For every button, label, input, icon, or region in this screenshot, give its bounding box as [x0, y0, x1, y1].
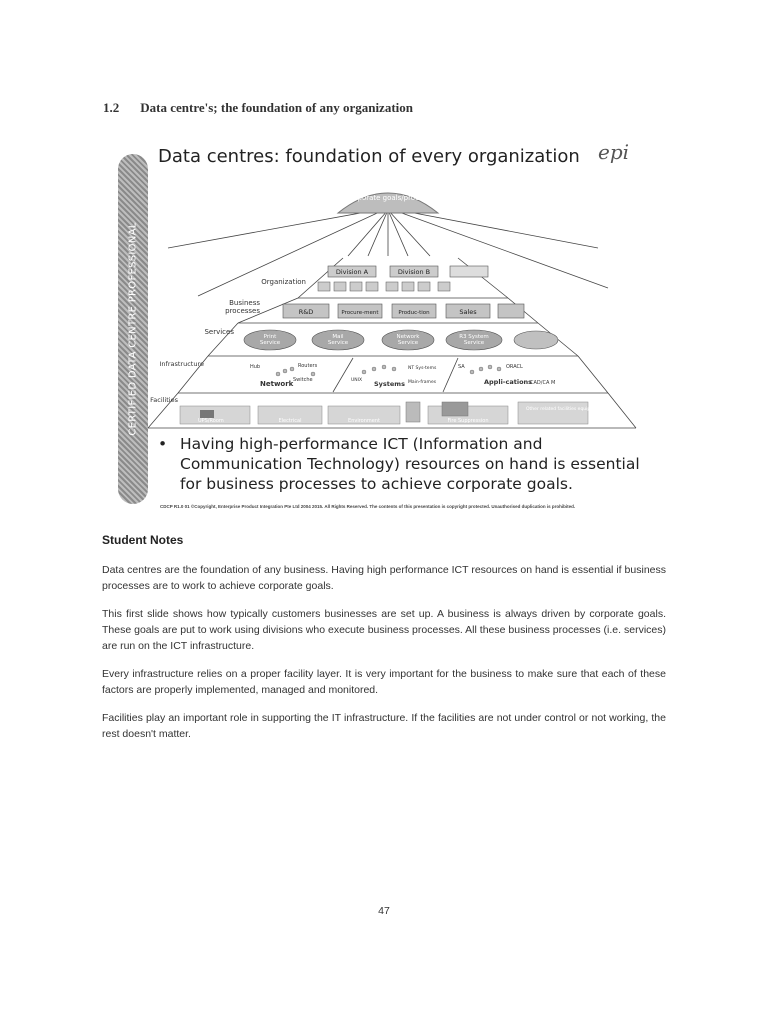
mail-service-label: Mail Service — [327, 334, 349, 346]
slide-image — [118, 140, 648, 515]
facility-cabinet — [406, 402, 420, 422]
notes-heading: Student Notes — [102, 533, 184, 547]
process-procurement-label: Procure-ment — [341, 310, 379, 316]
section-title: Data centre's; the foundation of any organization — [140, 100, 414, 115]
epi-logo — [598, 140, 634, 170]
slide-title: Data centres: foundation of every organization — [158, 146, 580, 167]
notes-paragraph: Every infrastructure relies on a proper facility layer. It is very important for the business to make sure that each of these factors are properly implemented, managed and monitored. — [102, 668, 666, 696]
infra-network-label: Network — [260, 380, 294, 388]
infrastructure-layer — [160, 356, 608, 393]
facility-other-label: Other related facilities equipment — [526, 407, 603, 412]
facility-other — [518, 402, 588, 424]
notes-paragraph: Data centres are the foundation of any business. Having high performance ICT resources on hand is essential if business processes are to work to achieve corporate goals. — [102, 564, 666, 592]
system-nodes — [362, 365, 396, 374]
section-heading — [103, 100, 413, 116]
layer-label-infrastructure: Infrastructure — [159, 360, 204, 368]
network-service-label: Network Service — [396, 334, 420, 346]
services-layer — [204, 323, 578, 356]
facility-environment-label: Environment — [348, 418, 380, 424]
pyramid-diagram — [138, 178, 638, 430]
logo-text: epi — [598, 140, 630, 164]
infra-applications-label: Appli-cations — [484, 378, 533, 386]
business-processes-layer — [225, 298, 538, 323]
division-c-box — [450, 266, 488, 277]
layer-label-organization: Organization — [261, 278, 306, 286]
facility-fire-equipment — [442, 402, 468, 416]
infra-sa-label: SA — [458, 364, 465, 370]
infra-oracl-label: ORACL — [506, 364, 523, 370]
bullet-dot: • — [158, 435, 168, 453]
layer-label-business: Business processes — [225, 299, 260, 315]
r3-service-label: R3 System Service — [459, 334, 489, 346]
infra-cad-label: CAD/CA M — [530, 380, 556, 386]
notes-paragraph: Facilities play an important role in supporting the IT infrastructure. If the facilities are not under control or not working, the rest doesn't matter. — [102, 712, 666, 740]
infra-unix-label: UNIX — [351, 378, 363, 383]
process-production-label: Produc-tion — [398, 310, 430, 316]
facility-fire-label: Fire Suppression — [447, 418, 489, 424]
page-number: 47 — [378, 905, 390, 917]
division-a-label: Division A — [335, 268, 369, 276]
layer-label-services: Services — [204, 328, 234, 336]
extra-service-oval — [514, 331, 558, 349]
infra-routers-label: Routers — [298, 363, 318, 369]
layer-label-facilities: Facilities — [150, 396, 178, 404]
facilities-layer — [148, 393, 636, 428]
section-number: 1.2 — [103, 100, 120, 115]
infra-nt-label: NT Sys-tems — [408, 366, 437, 371]
infra-hub-label: Hub — [250, 364, 261, 370]
process-rd-label: R&D — [298, 308, 314, 316]
division-b-label: Division B — [397, 268, 431, 276]
side-band-text: CERTIFIED DATA CENTRE PROFESSIONAL — [127, 222, 139, 436]
process-sales-label: Sales — [459, 308, 477, 316]
department-boxes — [318, 282, 450, 291]
infra-switche-label: Switche — [293, 377, 313, 383]
organization-layer — [261, 258, 508, 298]
process-extra-box — [498, 304, 524, 318]
infra-systems-label: Systems — [374, 380, 405, 388]
facility-electrical-label: Electrical — [278, 418, 302, 424]
facility-ups-equipment — [200, 410, 214, 418]
print-service-label: Print Service — [259, 334, 281, 346]
slide-copyright: CDCP R1.0 01 ©Copyright, Enterprise Product Integration Pte Ltd 2004 2015. All Rights Reserved. The contents of this presentation is copyright protected. Unauthorised duplication is prohibited. — [160, 504, 576, 509]
notes-paragraph: This first slide shows how typically customers businesses are set up. A business is always driven by corporate goals. These goals are put to work using divisions who execute business processes. All these business processes (i.e. services) are run on the ICT infrastructure. — [102, 608, 666, 652]
apex-label: Corporate goals/process — [345, 194, 431, 202]
application-nodes — [470, 365, 501, 374]
student-notes — [102, 562, 666, 754]
facility-ups-label: UPS/Room — [198, 418, 224, 424]
infra-main-label: Main-frames — [408, 380, 437, 385]
bullet-text: Having high-performance ICT (Information and Communication Technology) resources on hand is essential for business processes to achieve corporate goals. — [180, 435, 640, 493]
